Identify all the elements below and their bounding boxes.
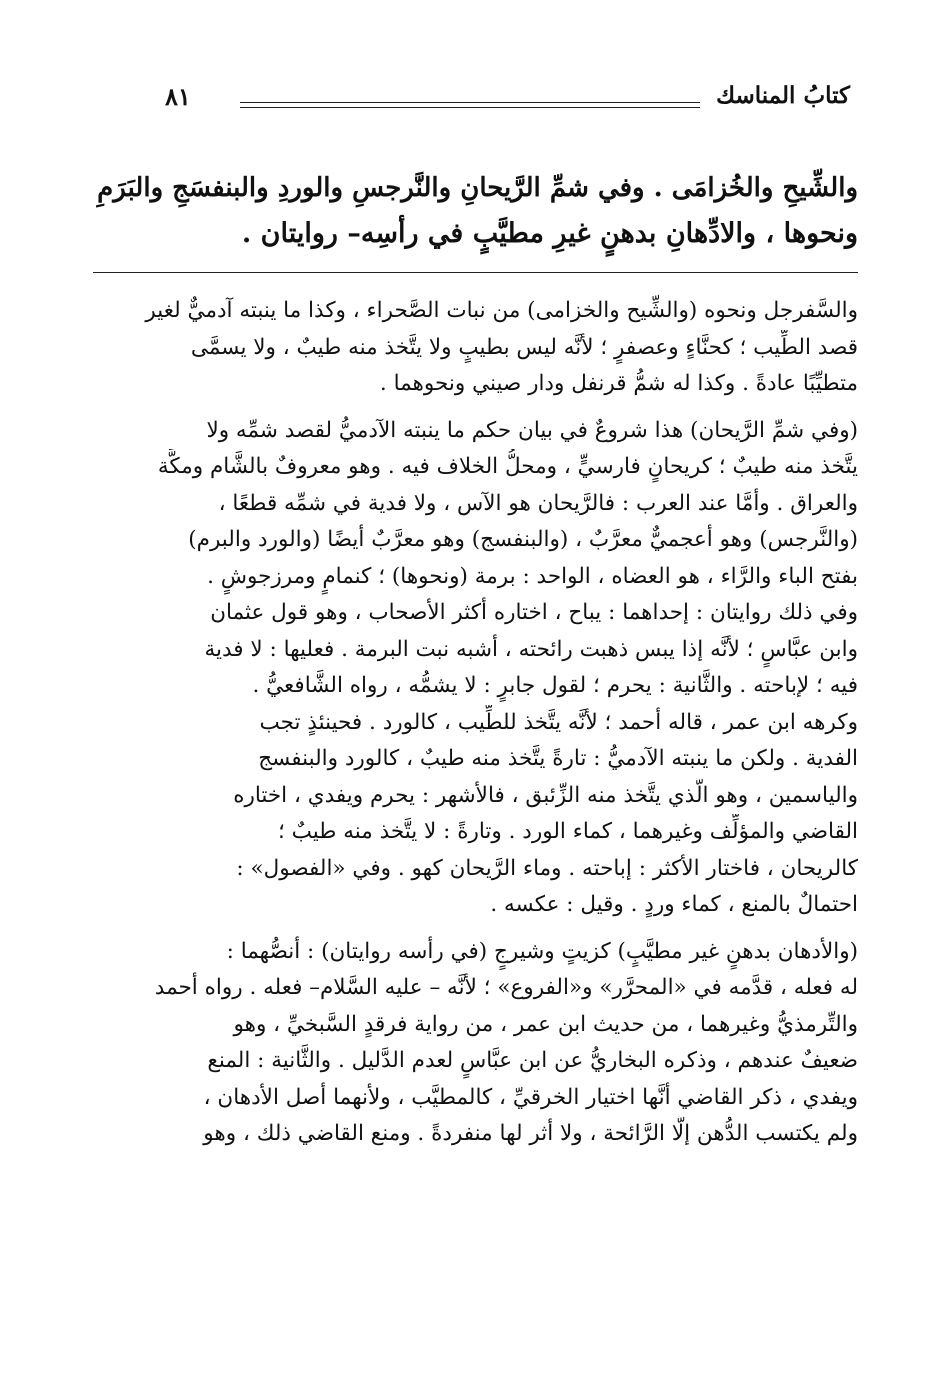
commentary-line: الفدية . ولكن ما ينبته الآدميُّ : تارةً يتَّخذ منه طيبٌ ، كالورد والبنفسج [258,746,858,771]
commentary-line: (والنَّرجس) وهو أعجميٌّ معرَّبٌ ، (والبنفسج) وهو معرَّبٌ أيضًا (والورد والبرم) [188,527,858,552]
matn-line: ونحوها ، والادِّهانِ بدهنٍ غيرِ مطيَّبٍ في رأسِه– روايتان . [241,218,858,249]
commentary-text [88,293,858,1153]
matn-line: والشِّيحِ والخُزامَى . وفي شمِّ الرَّيحانِ والنَّرجسِ والوردِ والبنفسَجِ والبَرَمِ [97,173,858,203]
commentary-line: كالريحان ، فاختار الأكثر : إباحته . وماء الرَّيحان كهو . وفي «الفصول» : [236,855,858,881]
footnote-separator [93,272,858,273]
commentary-line: وفي ذلك روايتان : إحداهما : يباح ، اختاره أكثر الأصحاب ، وهو قول عثمان [210,600,858,625]
commentary-line: احتمالٌ بالمنع ، كماء وردٍ . وقيل : عكسه . [490,892,858,917]
commentary-line: (والأدهان بدهنٍ غير مطيَّبٍ) كزيتٍ وشيرجٍ (في رأسه روايتان) : أنصُّهما : [226,938,858,964]
commentary-line: قصد الطِّيب ؛ كحنَّاءٍ وعصفرٍ ؛ لأنَّه ليس بطيبٍ ولا يتَّخذ منه طيبٌ ، ولا يسمَّى [190,334,858,360]
commentary-line: ضعيفٌ عندهم ، وذكره البخاريُّ عن ابن عبَّاسٍ لعدم الدَّليل . والثَّانية : المنع [207,1048,858,1073]
book-title: كتابُ المناسك [716,82,850,109]
commentary-line: والعراق . وأمَّا عند العرب : فالرَّيحان هو الآس ، ولا فدية في شمِّه قطعًا ، [218,490,858,516]
running-header [165,82,850,122]
commentary-line: والسَّفرجل ونحوه (والشِّيح والخزامى) من نبات الصَّحراء ، وكذا ما ينبته آدميٌّ لغير [145,298,858,323]
commentary-line: فيه ؛ لإباحته . والثَّانية : يحرم ؛ لقول جابرٍ : لا يشمُّه ، رواه الشَّافعيُّ . [252,673,858,698]
page-number: ٨١ [165,82,191,111]
header-rule [240,102,700,108]
paragraph-gap [88,403,858,413]
commentary-line: متطيِّبًا عادةً . وكذا له شمُّ قرنفل ودار صيني ونحوهما . [379,371,858,396]
commentary-line: وكرهه ابن عمر ، قاله أحمد ؛ لأنَّه يتَّخذ للطِّيب ، كالورد . فحينئذٍ تجب [259,709,858,735]
commentary-line: القاضي والمؤلِّف وغيرهما ، كماء الورد . وتارةً : لا يتَّخذ منه طيبٌ ؛ [278,819,858,844]
commentary-line: ويفدي ، ذكر القاضي أنَّها اختيار الخرقيِّ ، كالمطيَّب ، ولأنهما أصل الأدهان ، [203,1084,858,1110]
commentary-line: بفتح الباء والرَّاء ، هو العضاه ، الواحد : برمة (ونحوها) ؛ كنمامٍ ومرزجوشٍ . [207,563,858,589]
commentary-line: وابن عبَّاسٍ ؛ لأنَّه إذا يبس ذهبت رائحته ، أشبه نبت البرمة . فعليها : لا فدية [204,636,858,662]
commentary-line: ولم يكتسب الدُّهن إلَّا الرَّائحة ، ولا أثر لها منفردةً . ومنع القاضي ذلك ، وهو [203,1121,858,1146]
commentary-line: (وفي شمِّ الرَّيحان) هذا شروعٌ في بيان حكم ما ينبته الآدميُّ لقصد شمِّه ولا [206,417,858,443]
commentary-line: يتَّخذ منه طيبٌ ؛ كريحانٍ فارسيٍّ ، ومحلُّ الخلاف فيه . وهو معروفٌ بالشَّام ومكَّة [157,454,858,479]
commentary-line: له فعله ، قدَّمه في «المحرَّر» و«الفروع» ؛ لأنَّه – عليه السَّلام– فعله . رواه أحمد [154,975,858,1000]
commentary-line: والياسمين ، وهو الَّذي يتَّخذ منه الزِّئبق ، فالأشهر : يحرم ويفدي ، اختاره [233,782,858,808]
matn-text [88,165,858,257]
commentary-line: والتِّرمذيُّ وغيرهما ، من حديث ابن عمر ، من رواية فرقدٍ السَّبخيِّ ، وهو [233,1011,858,1037]
paragraph-gap [88,924,858,934]
